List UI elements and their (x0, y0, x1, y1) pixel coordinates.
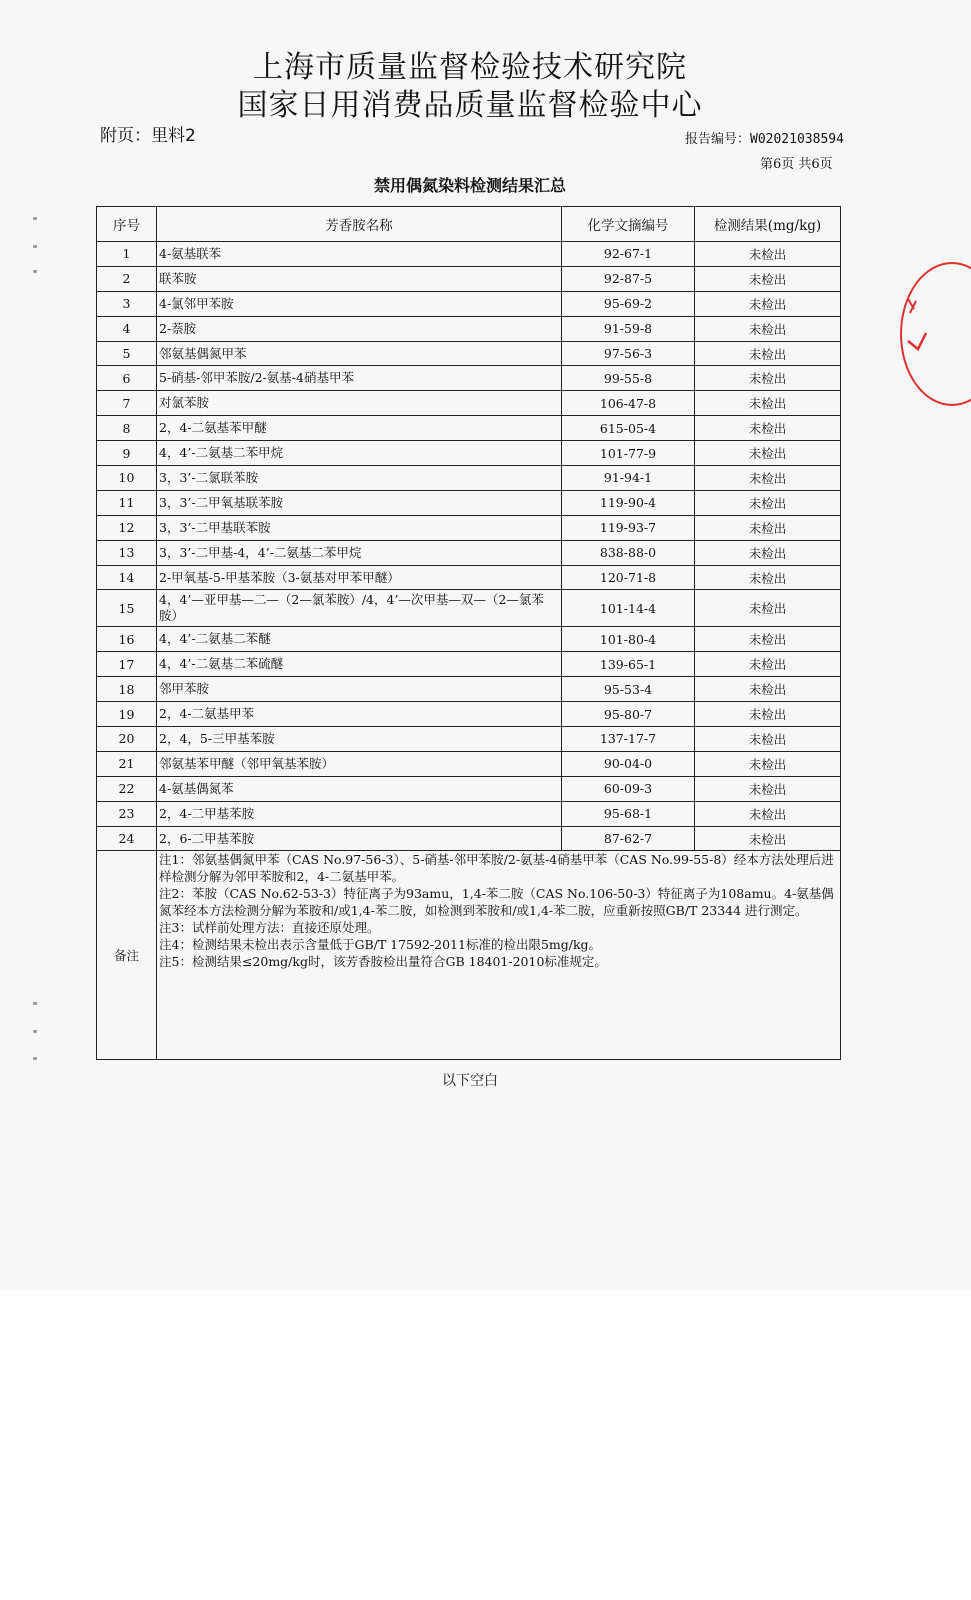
row-number: 21 (97, 751, 157, 776)
row-number: 5 (97, 341, 157, 366)
cas-number: 119-90-4 (562, 490, 695, 515)
table-row (97, 565, 841, 590)
test-result: 未检出 (695, 242, 841, 267)
row-number: 17 (97, 652, 157, 677)
row-number: 24 (97, 826, 157, 851)
table-row (97, 515, 841, 540)
blank-margin (0, 1290, 971, 1600)
amine-name: 4，4’—亚甲基—二—（2—氯苯胺）/4，4’—次甲基—双—（2—氯苯胺） (157, 590, 562, 627)
row-number: 4 (97, 316, 157, 341)
amine-name: 3，3’-二氯联苯胺 (157, 466, 562, 491)
table-body (97, 242, 841, 851)
cas-number: 60-09-3 (562, 776, 695, 801)
test-result: 未检出 (695, 751, 841, 776)
cas-number: 106-47-8 (562, 391, 695, 416)
cas-number: 95-69-2 (562, 291, 695, 316)
test-result: 未检出 (695, 565, 841, 590)
notes-label: 备注 (97, 851, 157, 1060)
row-number: 13 (97, 540, 157, 565)
row-number: 12 (97, 515, 157, 540)
amine-name: 4-氯邻甲苯胺 (157, 291, 562, 316)
col-header-amine-name: 芳香胺名称 (157, 207, 562, 242)
cas-number: 99-55-8 (562, 366, 695, 391)
table-row (97, 490, 841, 515)
amine-name: 邻氨基苯甲醚（邻甲氧基苯胺） (157, 751, 562, 776)
test-result: 未检出 (695, 490, 841, 515)
cas-number: 97-56-3 (562, 341, 695, 366)
table-row (97, 751, 841, 776)
punch-hole (33, 245, 37, 248)
cas-number: 92-67-1 (562, 242, 695, 267)
amine-name: 5-硝基-邻甲苯胺/2-氨基-4硝基甲苯 (157, 366, 562, 391)
table-row (97, 341, 841, 366)
row-number: 9 (97, 441, 157, 466)
amine-name: 3，3’-二甲氧基联苯胺 (157, 490, 562, 515)
row-number: 19 (97, 702, 157, 727)
amine-name: 2，4-二氨基苯甲醚 (157, 416, 562, 441)
table-header-row (97, 207, 841, 242)
row-number: 22 (97, 776, 157, 801)
amine-name: 2-甲氧基-5-甲基苯胺（3-氨基对甲苯甲醚） (157, 565, 562, 590)
test-result: 未检出 (695, 391, 841, 416)
test-result: 未检出 (695, 366, 841, 391)
cas-number: 95-80-7 (562, 702, 695, 727)
cas-number: 91-94-1 (562, 466, 695, 491)
test-result: 未检出 (695, 590, 841, 627)
amine-name: 4，4’-二氨基二苯硫醚 (157, 652, 562, 677)
cas-number: 101-14-4 (562, 590, 695, 627)
amine-name: 4-氨基偶氮苯 (157, 776, 562, 801)
cas-number: 139-65-1 (562, 652, 695, 677)
table-row (97, 540, 841, 565)
blank-below-text: 以下空白 (442, 1073, 498, 1089)
cas-number: 95-53-4 (562, 677, 695, 702)
row-number: 16 (97, 627, 157, 652)
note-1: 注1：邻氨基偶氮甲苯（CAS No.97-56-3）、5-硝基-邻甲苯胺/2-氨基-4硝基甲苯（CAS No.99-55-8）经本方法处理后进样检测分解为邻甲苯胺和2，4-二氨基甲苯。 (159, 852, 834, 885)
punch-hole (33, 270, 37, 273)
row-number: 20 (97, 727, 157, 752)
cas-number: 87-62-7 (562, 826, 695, 851)
note-2: 注2：苯胺（CAS No.62-53-3）特征离子为93amu，1,4-苯二胺（CAS No.106-50-3）特征离子为108amu。4-氨基偶氮苯经本方法检测分解为苯胺和/或1,4-苯二胺，如检测到苯胺和/或1,4-苯二胺，应重新按照GB/T 23344 进行测定。 (159, 886, 834, 919)
table-row (97, 826, 841, 851)
col-header-no: 序号 (97, 207, 157, 242)
table-row (97, 702, 841, 727)
cas-number: 92-87-5 (562, 266, 695, 291)
note-5: 注5：检测结果≤20mg/kg时，该芳香胺检出量符合GB 18401-2010标准规定。 (159, 954, 607, 970)
note-4: 注4：检测结果未检出表示含量低于GB/T 17592-2011标准的检出限5mg/kg。 (159, 937, 602, 953)
test-result: 未检出 (695, 702, 841, 727)
row-number: 11 (97, 490, 157, 515)
row-number: 1 (97, 242, 157, 267)
amine-name: 4，4’-二氨基二苯醚 (157, 627, 562, 652)
table-row (97, 391, 841, 416)
cas-number: 120-71-8 (562, 565, 695, 590)
amine-name: 联苯胺 (157, 266, 562, 291)
table-row (97, 441, 841, 466)
amine-name: 对氯苯胺 (157, 391, 562, 416)
document-title: 禁用偶氮染料检测结果汇总 (373, 176, 566, 195)
test-result: 未检出 (695, 677, 841, 702)
amine-name: 邻甲苯胺 (157, 677, 562, 702)
row-number: 3 (97, 291, 157, 316)
cas-number: 838-88-0 (562, 540, 695, 565)
cas-number: 101-80-4 (562, 627, 695, 652)
test-result: 未检出 (695, 441, 841, 466)
row-number: 15 (97, 590, 157, 627)
table-row (97, 291, 841, 316)
col-header-result: 检测结果(mg/kg) (695, 207, 841, 242)
test-result: 未检出 (695, 801, 841, 826)
test-result: 未检出 (695, 341, 841, 366)
table-row (97, 627, 841, 652)
cas-number: 90-04-0 (562, 751, 695, 776)
amine-name: 邻氨基偶氮甲苯 (157, 341, 562, 366)
center-name: 国家日用消费品质量监督检验中心 (237, 88, 703, 123)
row-number: 2 (97, 266, 157, 291)
table-row (97, 416, 841, 441)
appendix-label: 附页：里料2 (100, 126, 196, 146)
row-number: 6 (97, 366, 157, 391)
amine-name: 3，3’-二甲基-4，4’-二氨基二苯甲烷 (157, 540, 562, 565)
table-row (97, 801, 841, 826)
note-3: 注3：试样前处理方法：直接还原处理。 (159, 920, 380, 936)
punch-hole (33, 1057, 37, 1060)
stamp-mark-icon (902, 295, 930, 355)
test-result: 未检出 (695, 727, 841, 752)
row-number: 14 (97, 565, 157, 590)
table-row (97, 316, 841, 341)
amine-name: 3，3’-二甲基联苯胺 (157, 515, 562, 540)
table-row (97, 366, 841, 391)
institute-name: 上海市质量监督检验技术研究院 (253, 50, 687, 85)
col-header-cas-no: 化学文摘编号 (562, 207, 695, 242)
test-result: 未检出 (695, 266, 841, 291)
test-result: 未检出 (695, 776, 841, 801)
row-number: 10 (97, 466, 157, 491)
amine-name: 2-萘胺 (157, 316, 562, 341)
notes-cell (157, 851, 841, 1060)
test-result: 未检出 (695, 291, 841, 316)
cas-number: 119-93-7 (562, 515, 695, 540)
table-row (97, 727, 841, 752)
table-row (97, 590, 841, 627)
amine-name: 2，4，5-三甲基苯胺 (157, 727, 562, 752)
table-row (97, 266, 841, 291)
punch-hole (33, 217, 37, 220)
row-number: 23 (97, 801, 157, 826)
page-number: 第6页 共6页 (760, 157, 833, 172)
test-result: 未检出 (695, 826, 841, 851)
test-result: 未检出 (695, 466, 841, 491)
cas-number: 615-05-4 (562, 416, 695, 441)
notes-row (97, 851, 841, 1060)
amine-name: 2，4-二氨基甲苯 (157, 702, 562, 727)
cas-number: 91-59-8 (562, 316, 695, 341)
row-number: 18 (97, 677, 157, 702)
amine-name: 2，6-二甲基苯胺 (157, 826, 562, 851)
results-table (96, 206, 841, 1060)
cas-number: 95-68-1 (562, 801, 695, 826)
amine-name: 4，4’-二氨基二苯甲烷 (157, 441, 562, 466)
table-row (97, 466, 841, 491)
test-result: 未检出 (695, 515, 841, 540)
row-number: 7 (97, 391, 157, 416)
row-number: 8 (97, 416, 157, 441)
table-row (97, 677, 841, 702)
test-result: 未检出 (695, 627, 841, 652)
amine-name: 2，4-二甲基苯胺 (157, 801, 562, 826)
table-row (97, 652, 841, 677)
test-result: 未检出 (695, 652, 841, 677)
table-row (97, 242, 841, 267)
cas-number: 137-17-7 (562, 727, 695, 752)
amine-name: 4-氨基联苯 (157, 242, 562, 267)
report-number: 报告编号：W02021038594 (685, 132, 844, 147)
test-result: 未检出 (695, 540, 841, 565)
punch-hole (33, 1002, 37, 1005)
table-row (97, 776, 841, 801)
test-result: 未检出 (695, 416, 841, 441)
cas-number: 101-77-9 (562, 441, 695, 466)
punch-hole (33, 1030, 37, 1033)
test-result: 未检出 (695, 316, 841, 341)
